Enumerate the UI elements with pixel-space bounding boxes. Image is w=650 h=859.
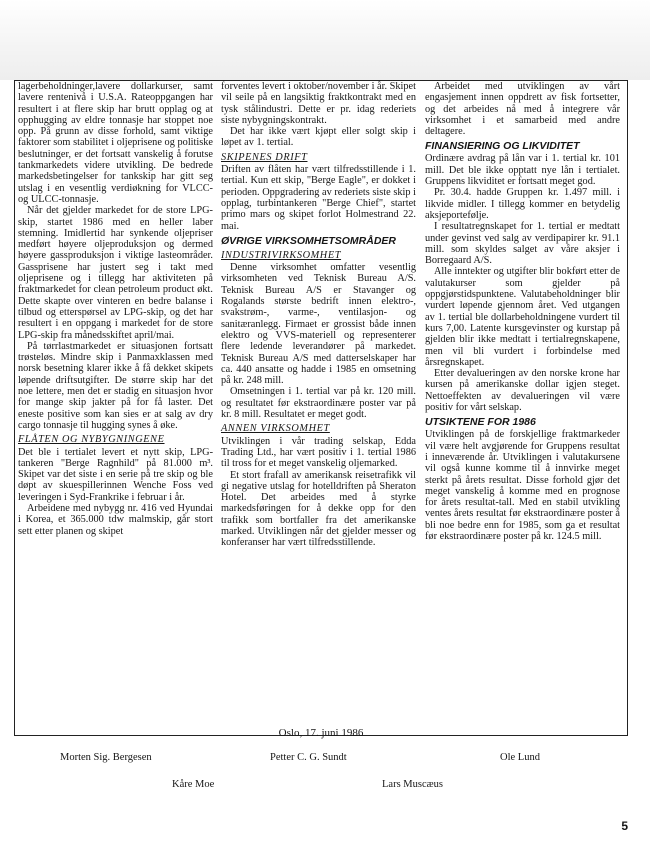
body-paragraph: Etter devalueringen av den norske krone har kursen på amerikanske dollar igjen steget. Nettoeffekten av devalueringen vil være positiv for vårt selskap. [425, 368, 620, 414]
body-paragraph: Driften av flåten har vært tilfredsstillende i 1. tertial. Kun ett skip, "Berge Eagle", er dokket i perioden. Oppgradering av rederiets siste skip i opplag, turbintankeren "Berge Chief", startet primo mars og skipet forlot Holmestrand 22. mai. [221, 164, 416, 232]
body-paragraph: Utviklingen i vår trading selskap, Edda Trading Ltd., har vært positiv i 1. tertial 1986 til tross for et meget vanskelig oljemarked. [221, 435, 416, 470]
section-subheading: ANNEN VIRKSOMHET [221, 423, 330, 435]
body-paragraph: Ordinære avdrag på lån var i 1. tertial kr. 101 mill. Det ble ikke opptatt nye lån i tertialet. Gruppens likviditet er fortsatt meget god. [425, 153, 620, 188]
signature-name: Kåre Moe [172, 779, 215, 790]
body-paragraph: Det har ikke vært kjøpt eller solgt skip i løpet av 1. tertial. [221, 126, 416, 149]
body-paragraph: Omsetningen i 1. tertial var på kr. 120 mill. og resultatet før ekstraordinære poster var på kr. 8 mill. Resultatet er meget godt. [221, 386, 416, 421]
signature-name: Lars Muscæus [382, 779, 443, 790]
body-paragraph: Utviklingen på de forskjellige fraktmarkeder vil være helt avgjørende for Gruppens resultat i inneværende år. Utviklingen i valutakursene vil også kunne komme til å innvirke meget sterkt på årets resultat. Disse forhold gjør det meget vanskelig å komme med en prognose for årets resultat-tall. Med en stabil utvikling ventes årets resultat før ekstraordinære poster å bli noe bedre enn for 1985, som ga et resultat før ekstraordinære poster på kr. 124.5 mill. [425, 429, 620, 542]
body-paragraph: Pr. 30.4. hadde Gruppen kr. 1.497 mill. i likvide midler. I tillegg kommer en betydelig aksjeportefølje. [425, 187, 620, 221]
body-paragraph: Arbeidene med nybygg nr. 416 ved Hyundai i Korea, et 365.000 tdw malmskip, går stort sett etter planen og skipet [18, 502, 213, 537]
place-and-date: Oslo, 17. juni 1986 [278, 727, 364, 739]
section-subheading: INDUSTRIVIRKSOMHET [221, 249, 342, 261]
signature-name: Ole Lund [500, 752, 540, 763]
section-subheading: FLÅTEN OG NYBYGNINGENE [18, 434, 165, 446]
signature-name: Petter C. G. Sundt [270, 752, 347, 763]
body-paragraph: Arbeidet med utviklingen av vårt engasjement innen oppdrett av fisk fortsetter, og det arbeides nå med å integrere vår virksomhet i et samarbeid med andre deltagere. [425, 81, 620, 138]
text-column-3 [425, 81, 620, 542]
body-paragraph: I resultatregnskapet for 1. tertial er medtatt under gevinst ved salg av verdipapirer kr. 91.1 mill. som skyldes salget av våre aksjer i Borregaard A/S. [425, 221, 620, 267]
body-paragraph: Alle inntekter og utgifter blir bokført etter de valutakurser som gjelder på oppgjørstidspunktene. Valutabeholdninger blir vurdert løpende gjennom året. Ved utgangen av 1. tertial ble dollarbeholdningene vurdert til kurs 7,00. Latente kursgevinster og kurstap på gjelden blir ikke medtatt i tertialregnskapene, men vil bli vurdert i forbindelse med årsregnskapet. [425, 266, 620, 368]
section-heading: ØVRIGE VIRKSOMHETSOMRÅDER [221, 234, 397, 247]
body-paragraph: forventes levert i oktober/november i år. Skipet vil seile på en langsiktig fraktkontrakt med en tysk stålindustri. Dette er pr. idag rederiets siste nybygningskontrakt. [221, 81, 416, 126]
body-paragraph: lagerbeholdninger,lavere dollarkurser, samt lavere rentenivå i U.S.A. Rateoppgangen har resultert i at flere skip har brutt opplag og at opphugging av eldre tonnasje har stoppet noe opp. På grunn av disse forhold, samt viktige faktorer som stabilitet i oljeprisene og politiske beslutninger, er det fortsatt vanskelig å forutse tankmarkedets videre utvikling. De bedrede markedsbetingelser for tankskip har gitt seg utslag i en vesentlig verdiøkning for VLCC- og ULCC-tonnasje. [18, 81, 213, 205]
body-paragraph: Denne virksomhet omfatter vesentlig virksomheten ved Teknisk Bureau A/S. Teknisk Bureau A/S er Stavanger og Rogalands største bedrift innen elektro-, svakstrøm-, varme-, ventilasjon- og sanitæranlegg. Firmaet er grossist både innen elektro og VVS-materiell og representerer flere ledende leverandører på markedet. Teknisk Bureau A/S med datterselskaper har ca. 440 ansatte og hadde i 1985 en omsetning på kr. 248 mill. [221, 262, 416, 387]
signature-name: Morten Sig. Bergesen [60, 752, 152, 763]
page-number: 5 [621, 819, 628, 833]
report-text-frame [14, 80, 628, 739]
section-subheading: SKIPENES DRIFT [221, 151, 308, 163]
text-column-2 [221, 81, 416, 549]
body-paragraph: På tørrlastmarkedet er situasjonen fortsatt trøsteløs. Mindre skip i Panmaxklassen med norsk besetning klarer ikke å få dekket skipets løpende driftsutgifter. De større skip har det noe lettere, men det er stadig en situasjon hvor for mange skip jakter på for få laster. Det eneste positive som kan sies er at salg av dry cargo tonnasje til hugging synes å øke. [18, 340, 213, 431]
text-column-1 [18, 81, 213, 537]
body-paragraph: Det ble i tertialet levert et nytt skip, LPG-tankeren "Berge Ragnhild" på 81.000 m³. Skipet var det siste i en serie på tre skip og ble døpt av skuespillerinnen Wenche Foss ved leveringen i Syd-Frankrike i februar i år. [18, 446, 213, 503]
page-header-band [0, 0, 650, 80]
section-heading: FINANSIERING OG LIKVIDITET [425, 140, 580, 153]
section-heading: UTSIKTENE FOR 1986 [425, 416, 536, 429]
body-paragraph: Når det gjelder markedet for de store LPG-skip, startet 1986 med en heller laber stemning. Imidlertid har synkende oljepriser medført høyere oljeproduksjon og dermed høyere gassproduksjon i viktige lasteområder. Gassprisene har justert seg i takt med oljeprisene og i tillegg har aktiviteten på fraktmarkedet for clean petroleum product økt. Dette skapte over vinteren en bedre balanse i tilbud og etterspørsel av LPG-skip, og det har resultert i en oppgang i markedet for de store LPG-skip fra månedsskiftet april/mai. [18, 205, 213, 341]
body-paragraph: Et stort frafall av amerikansk reisetrafikk vil gi negative utslag for hotelldriften på Sheraton Hotel. Det arbeides med å styrke markedsføringen for å dekke opp for den trafikk som bortfaller fra det amerikanske marked. Utviklingen når det gjelder messer og konferanser har vært tilfredsstillende. [221, 469, 416, 549]
